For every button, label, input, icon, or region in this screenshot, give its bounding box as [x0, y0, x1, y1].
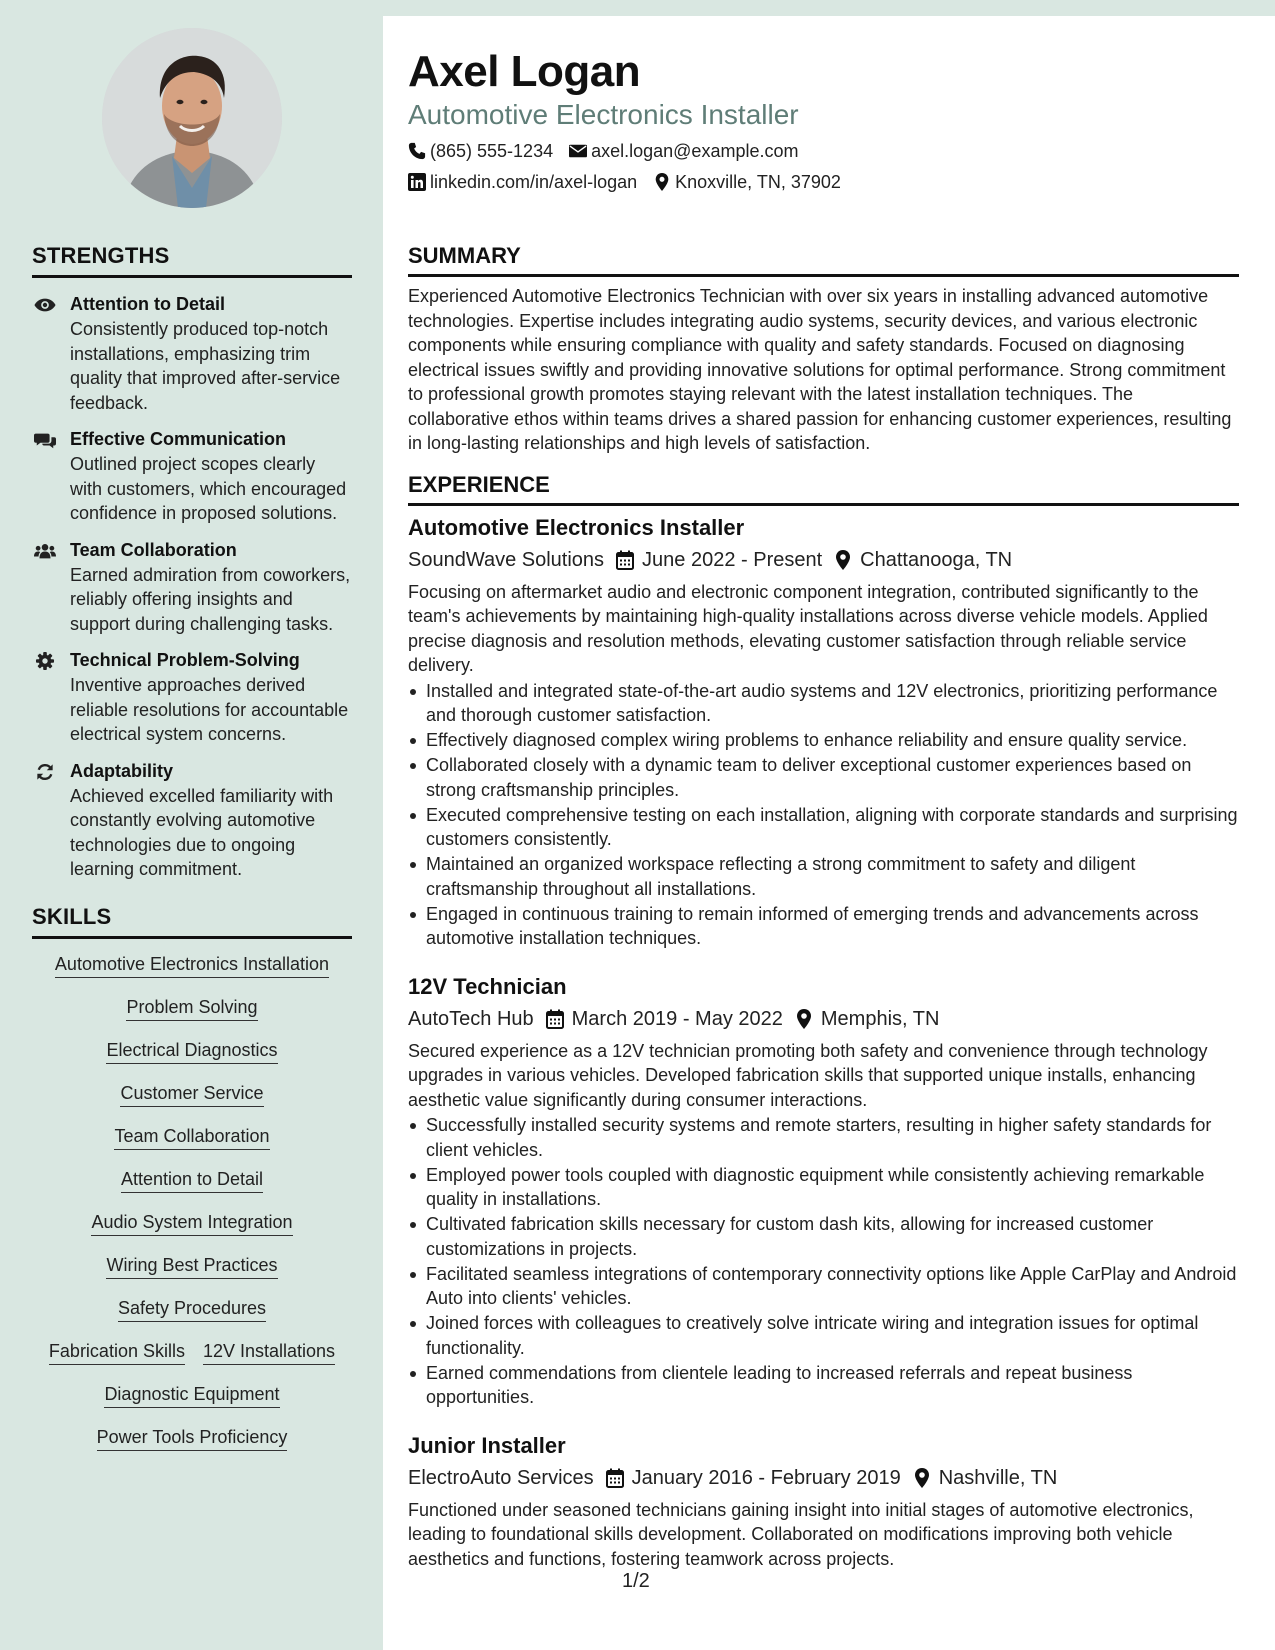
job-location	[913, 1465, 1058, 1491]
job-bullets	[408, 679, 1239, 951]
phone-text: (865) 555-1234	[430, 141, 554, 161]
map-pin-icon	[653, 173, 671, 191]
linkedin-contact[interactable]	[408, 171, 637, 193]
strength-item	[32, 292, 352, 415]
job-location	[834, 547, 1012, 573]
profile-photo	[102, 28, 282, 208]
strength-item	[32, 759, 352, 882]
job-dates	[616, 547, 822, 573]
strength-desc: Achieved excelled familiarity with constantly evolving automotive technologies due to ongoing learning commitment.	[70, 785, 334, 879]
job-title: 12V Technician	[408, 973, 567, 999]
bullet-item: Facilitated seamless integrations of contemporary connectivity options like Apple CarPlay and Android Auto into clients' vehicles.	[408, 1262, 1239, 1311]
job-location	[795, 1006, 940, 1032]
strength-title: Adaptability	[70, 760, 174, 781]
avatar-illustration	[102, 28, 282, 208]
map-pin-icon	[795, 1009, 813, 1029]
envelope-icon	[569, 142, 587, 160]
skill-tag: Automotive Electronics Installation	[55, 953, 329, 978]
skill-tag: Problem Solving	[126, 996, 257, 1021]
strength-item	[32, 648, 352, 747]
page-number: 1/2	[622, 1570, 650, 1592]
map-pin-icon	[834, 550, 852, 570]
job-bullets	[408, 1113, 1239, 1410]
bullet-item: Successfully installed security systems and remote starters, resulting in higher safety standards for client vehicles.	[408, 1113, 1239, 1162]
bullet-item: Employed power tools coupled with diagnostic equipment while consistently achieving remarkable quality in installations.	[408, 1163, 1239, 1212]
contact-row	[408, 171, 1239, 193]
skill-tag: Power Tools Proficiency	[97, 1426, 288, 1451]
strengths-heading: STRENGTHS	[32, 243, 352, 278]
bullet-item: Joined forces with colleagues to creatively solve intricate wiring and integration issues for optimal functionality.	[408, 1311, 1239, 1360]
strength-title: Team Collaboration	[70, 539, 237, 560]
skill-tag: Audio System Integration	[91, 1211, 292, 1236]
location-text: Knoxville, TN, 37902	[675, 172, 841, 192]
job-dates-text: January 2016 - February 2019	[631, 1466, 901, 1489]
company-name: SoundWave Solutions	[408, 548, 605, 571]
skill-tag: Customer Service	[120, 1082, 263, 1107]
job-description: Functioned under seasoned technicians gaining insight into initial stages of automotive electronics, leading to foundational skills development. Collaborated on modifications improving both vehicle aesthetics and functions, fostering teamwork across projects.	[408, 1499, 1194, 1569]
bullet-item: Installed and integrated state-of-the-art audio systems and 12V electronics, prioritizing performance and thorough customer satisfaction.	[408, 679, 1239, 728]
job-dates-text: March 2019 - May 2022	[571, 1007, 783, 1030]
contact-row	[408, 140, 1239, 162]
job-location-text: Memphis, TN	[820, 1007, 940, 1030]
strength-title: Attention to Detail	[70, 294, 225, 314]
map-pin-icon	[913, 1468, 931, 1488]
email-contact[interactable]	[569, 140, 798, 162]
strength-desc: Outlined project scopes clearly with customers, which encouraged confidence in proposed solutions.	[70, 454, 347, 523]
summary-text: Experienced Automotive Electronics Technician with over six years in installing advanced automotive technologies. Expertise includes integrating audio systems, security devices, and various electronic components while ensuring compliance with quality and safety standards. Focused on diagnosing electrical issues swiftly and providing innovative solutions for optimal performance. Strong commitment to professional growth promotes staying relevant with the latest installation techniques. The collaborative ethos within teams drives a shared passion for enhancing customer experiences, resulting in long-lasting relationships and high levels of satisfaction.	[408, 286, 1232, 453]
skills-heading: SKILLS	[32, 904, 352, 939]
gear-icon	[32, 648, 70, 747]
skill-tag: Fabrication Skills	[49, 1340, 185, 1365]
job-meta	[408, 1006, 1239, 1032]
bullet-item: Engaged in continuous training to remain informed of emerging trends and advancements across automotive installation techniques.	[408, 902, 1239, 951]
strength-desc: Consistently produced top-notch installations, emphasizing trim quality that improved after-service feedback.	[70, 319, 341, 413]
job-description: Focusing on aftermarket audio and electronic component integration, contributed significantly to the team's achievements by maintaining high-quality installations across diverse vehicle models. Applied precise diagnosis and resolution methods, elevating customer satisfaction through reliable service delivery.	[408, 581, 1208, 675]
skill-tag: Diagnostic Equipment	[104, 1383, 279, 1408]
phone-icon	[408, 142, 426, 160]
comments-icon	[32, 427, 70, 526]
skill-tag: Wiring Best Practices	[106, 1254, 277, 1279]
skills-list	[32, 953, 352, 1469]
job-title: Automotive Electronics Installer	[408, 514, 745, 540]
strength-title: Technical Problem-Solving	[70, 650, 300, 670]
job-dates	[546, 1006, 783, 1032]
phone-contact	[408, 140, 553, 162]
bullet-item: Executed comprehensive testing on each installation, aligning with corporate standards and surprising customers consistently.	[408, 803, 1239, 852]
job-entry	[408, 973, 1239, 1410]
candidate-name: Axel Logan	[408, 47, 641, 96]
bullet-item: Earned commendations from clientele leading to increased referrals and repeat business opportunities.	[408, 1361, 1239, 1410]
strengths-list	[32, 292, 352, 882]
eye-icon	[32, 292, 70, 415]
skill-tag: Safety Procedures	[118, 1297, 266, 1322]
job-title: Junior Installer	[408, 1432, 566, 1458]
bullet-item: Maintained an organized workspace reflecting a strong commitment to safety and diligent craftsmanship throughout all installations.	[408, 852, 1239, 901]
experience-heading: EXPERIENCE	[408, 472, 1239, 506]
linkedin-icon	[408, 173, 426, 191]
strength-title: Effective Communication	[70, 429, 287, 449]
bullet-item: Cultivated fabrication skills necessary for custom dash kits, allowing for increased customer customizations in projects.	[408, 1212, 1239, 1261]
bullet-item: Collaborated closely with a dynamic team to deliver exceptional customer experiences based on strong craftsmanship principles.	[408, 753, 1239, 802]
strength-item	[32, 538, 352, 637]
company-name: ElectroAuto Services	[408, 1466, 594, 1489]
linkedin-text: linkedin.com/in/axel-logan	[430, 172, 638, 192]
job-location-text: Nashville, TN	[938, 1466, 1058, 1489]
location-contact	[653, 171, 841, 193]
email-text: axel.logan@example.com	[591, 141, 799, 161]
bullet-item: Effectively diagnosed complex wiring problems to enhance reliability and ensure quality service.	[408, 728, 1239, 753]
calendar-icon	[606, 1468, 624, 1488]
job-meta	[408, 547, 1239, 573]
strength-desc: Inventive approaches derived reliable resolutions for accountable electrical system concerns.	[70, 675, 349, 744]
job-dates	[606, 1465, 901, 1491]
calendar-icon	[546, 1009, 564, 1029]
company-name: AutoTech Hub	[408, 1007, 534, 1030]
strength-item	[32, 427, 352, 526]
job-meta	[408, 1465, 1239, 1491]
candidate-title: Automotive Electronics Installer	[408, 99, 799, 130]
summary-heading: SUMMARY	[408, 243, 1239, 277]
skill-tag: Team Collaboration	[114, 1125, 269, 1150]
job-dates-text: June 2022 - Present	[642, 548, 823, 571]
job-description: Secured experience as a 12V technician promoting both safety and convenience through technology upgrades in various vehicles. Developed fabrication skills that supported unique installs, enhancing aesthetic value significantly during consumer interactions.	[408, 1040, 1208, 1110]
calendar-icon	[616, 550, 634, 570]
skill-tag: Electrical Diagnostics	[106, 1039, 277, 1064]
refresh-icon	[32, 759, 70, 882]
main-content	[383, 16, 1275, 1650]
skill-tag: 12V Installations	[203, 1340, 335, 1365]
strength-desc: Earned admiration from coworkers, reliably offering insights and support during challenging tasks.	[70, 564, 351, 634]
skill-tag: Attention to Detail	[121, 1168, 263, 1193]
users-icon	[32, 538, 70, 637]
sidebar	[0, 0, 383, 1650]
job-location-text: Chattanooga, TN	[860, 548, 1013, 571]
job-entry	[408, 1432, 1239, 1572]
job-entry	[408, 514, 1239, 951]
